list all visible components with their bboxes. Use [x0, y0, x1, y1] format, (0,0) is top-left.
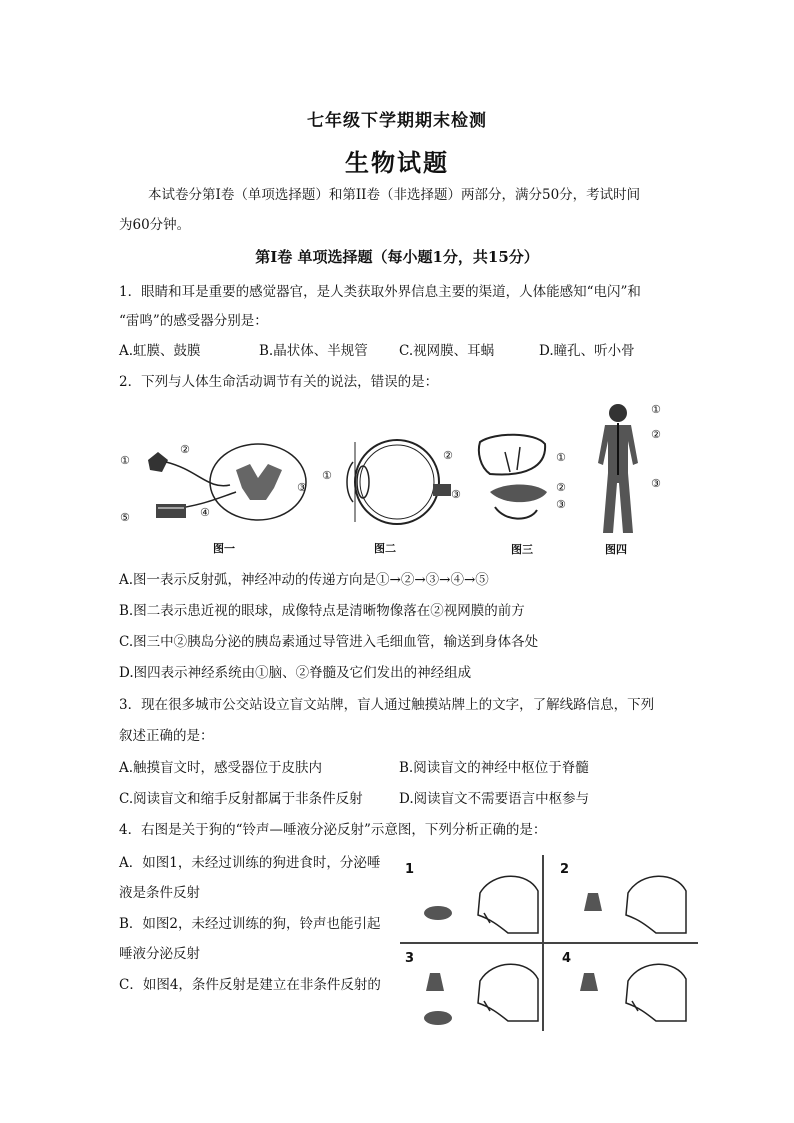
fig2-label-2: ②	[443, 449, 453, 462]
q2-option-d: D.图四表示神经系统由①脑、②脊髓及它们发出的神经组成	[119, 665, 472, 681]
q4-option-line-1: A．如图1，未经过训练的狗进食时，分泌唾	[119, 855, 381, 871]
q3-stem-line-1: 3．现在很多城市公交站设立盲文站牌，盲人通过触摸站牌上的文字，了解线路信息，下列	[119, 697, 655, 713]
q4-option-line-2: 液是条件反射	[119, 885, 200, 901]
q2-option-b: B.图二表示患近视的眼球，成像特点是清晰物像落在②视网膜的前方	[119, 603, 525, 619]
q1-option-c: C.视网膜、耳蜗	[399, 343, 495, 359]
figure-2-caption: 图二	[374, 542, 396, 555]
q4-option-line-3: B．如图2，未经过训练的狗，铃声也能引起	[119, 916, 381, 932]
dog-panel-number-3: 3	[405, 951, 415, 966]
fig3-label-2: ②	[556, 481, 566, 494]
q2-option-a: A.图一表示反射弧，神经冲动的传递方向是①→②→③→④→⑤	[119, 572, 489, 588]
fig2-label-3: ③	[451, 488, 461, 501]
fig1-label-2: ②	[180, 443, 190, 456]
fig4-label-1: ①	[651, 403, 661, 416]
q4-stem: 4．右图是关于狗的“铃声—唾液分泌反射”示意图，下列分析正确的是：	[119, 822, 547, 838]
q1-option-b: B.晶状体、半规管	[259, 343, 368, 359]
fig1-label-1: ①	[120, 454, 130, 467]
fig1-label-3: ③	[297, 481, 307, 494]
fig2-label-1: ①	[322, 469, 332, 482]
fig1-label-4: ④	[200, 506, 210, 519]
fig4-label-3: ③	[651, 477, 661, 490]
intro-line-1: 本试卷分第I卷（单项选择题）和第II卷（非选择题）两部分，满分50分，考试时间	[148, 187, 641, 203]
figure-2-eyeball	[335, 432, 455, 532]
figure-3-organs	[475, 432, 565, 532]
intro-line-2: 为60分钟。	[119, 217, 191, 233]
figure-3-caption: 图三	[511, 543, 533, 556]
figure-4-caption: 图四	[605, 543, 627, 556]
q1-stem-line-1: 1．眼睛和耳是重要的感觉器官，是人类获取外界信息主要的渠道，人体能感知“电闪”和	[119, 284, 641, 300]
dog-panel-number-2: 2	[560, 862, 570, 877]
q3-option-c: C.阅读盲文和缩手反射都属于非条件反射	[119, 791, 363, 807]
figure-4-nervous-system	[583, 403, 653, 538]
fig3-label-3: ③	[556, 498, 566, 511]
q1-stem-line-2: “雷鸣”的感受器分别是：	[119, 313, 268, 329]
q3-option-a: A.触摸盲文时，感受器位于皮肤内	[119, 760, 323, 776]
section-title: 第I卷 单项选择题（每小题1分，共15分）	[255, 248, 539, 266]
dog-panel-number-4: 4	[562, 951, 572, 966]
q1-option-d: D.瞳孔、听小骨	[539, 343, 635, 359]
q3-option-d: D.阅读盲文不需要语言中枢参与	[399, 791, 590, 807]
fig3-label-1: ①	[556, 451, 566, 464]
dog-panel-number-1: 1	[405, 862, 415, 877]
q2-option-c: C.图三中②胰岛分泌的胰岛素通过导管进入毛细血管，输送到身体各处	[119, 634, 539, 650]
subject-title: 生物试题	[345, 148, 449, 177]
exam-title: 七年级下学期期末检测	[307, 111, 487, 131]
dog-reflex-figure	[398, 853, 700, 1033]
q2-stem: 2．下列与人体生命活动调节有关的说法，错误的是：	[119, 374, 439, 390]
fig4-label-2: ②	[651, 428, 661, 441]
fig1-label-5: ⑤	[120, 511, 130, 524]
q4-option-line-5: C．如图4，条件反射是建立在非条件反射的	[119, 977, 381, 993]
q3-option-b: B.阅读盲文的神经中枢位于脊髓	[399, 760, 589, 776]
figure-1-reflex-arc	[118, 430, 318, 540]
figure-1-caption: 图一	[213, 542, 235, 555]
q4-option-line-4: 唾液分泌反射	[119, 946, 200, 962]
q1-option-a: A.虹膜、鼓膜	[119, 343, 201, 359]
q3-stem-line-2: 叙述正确的是：	[119, 728, 214, 744]
